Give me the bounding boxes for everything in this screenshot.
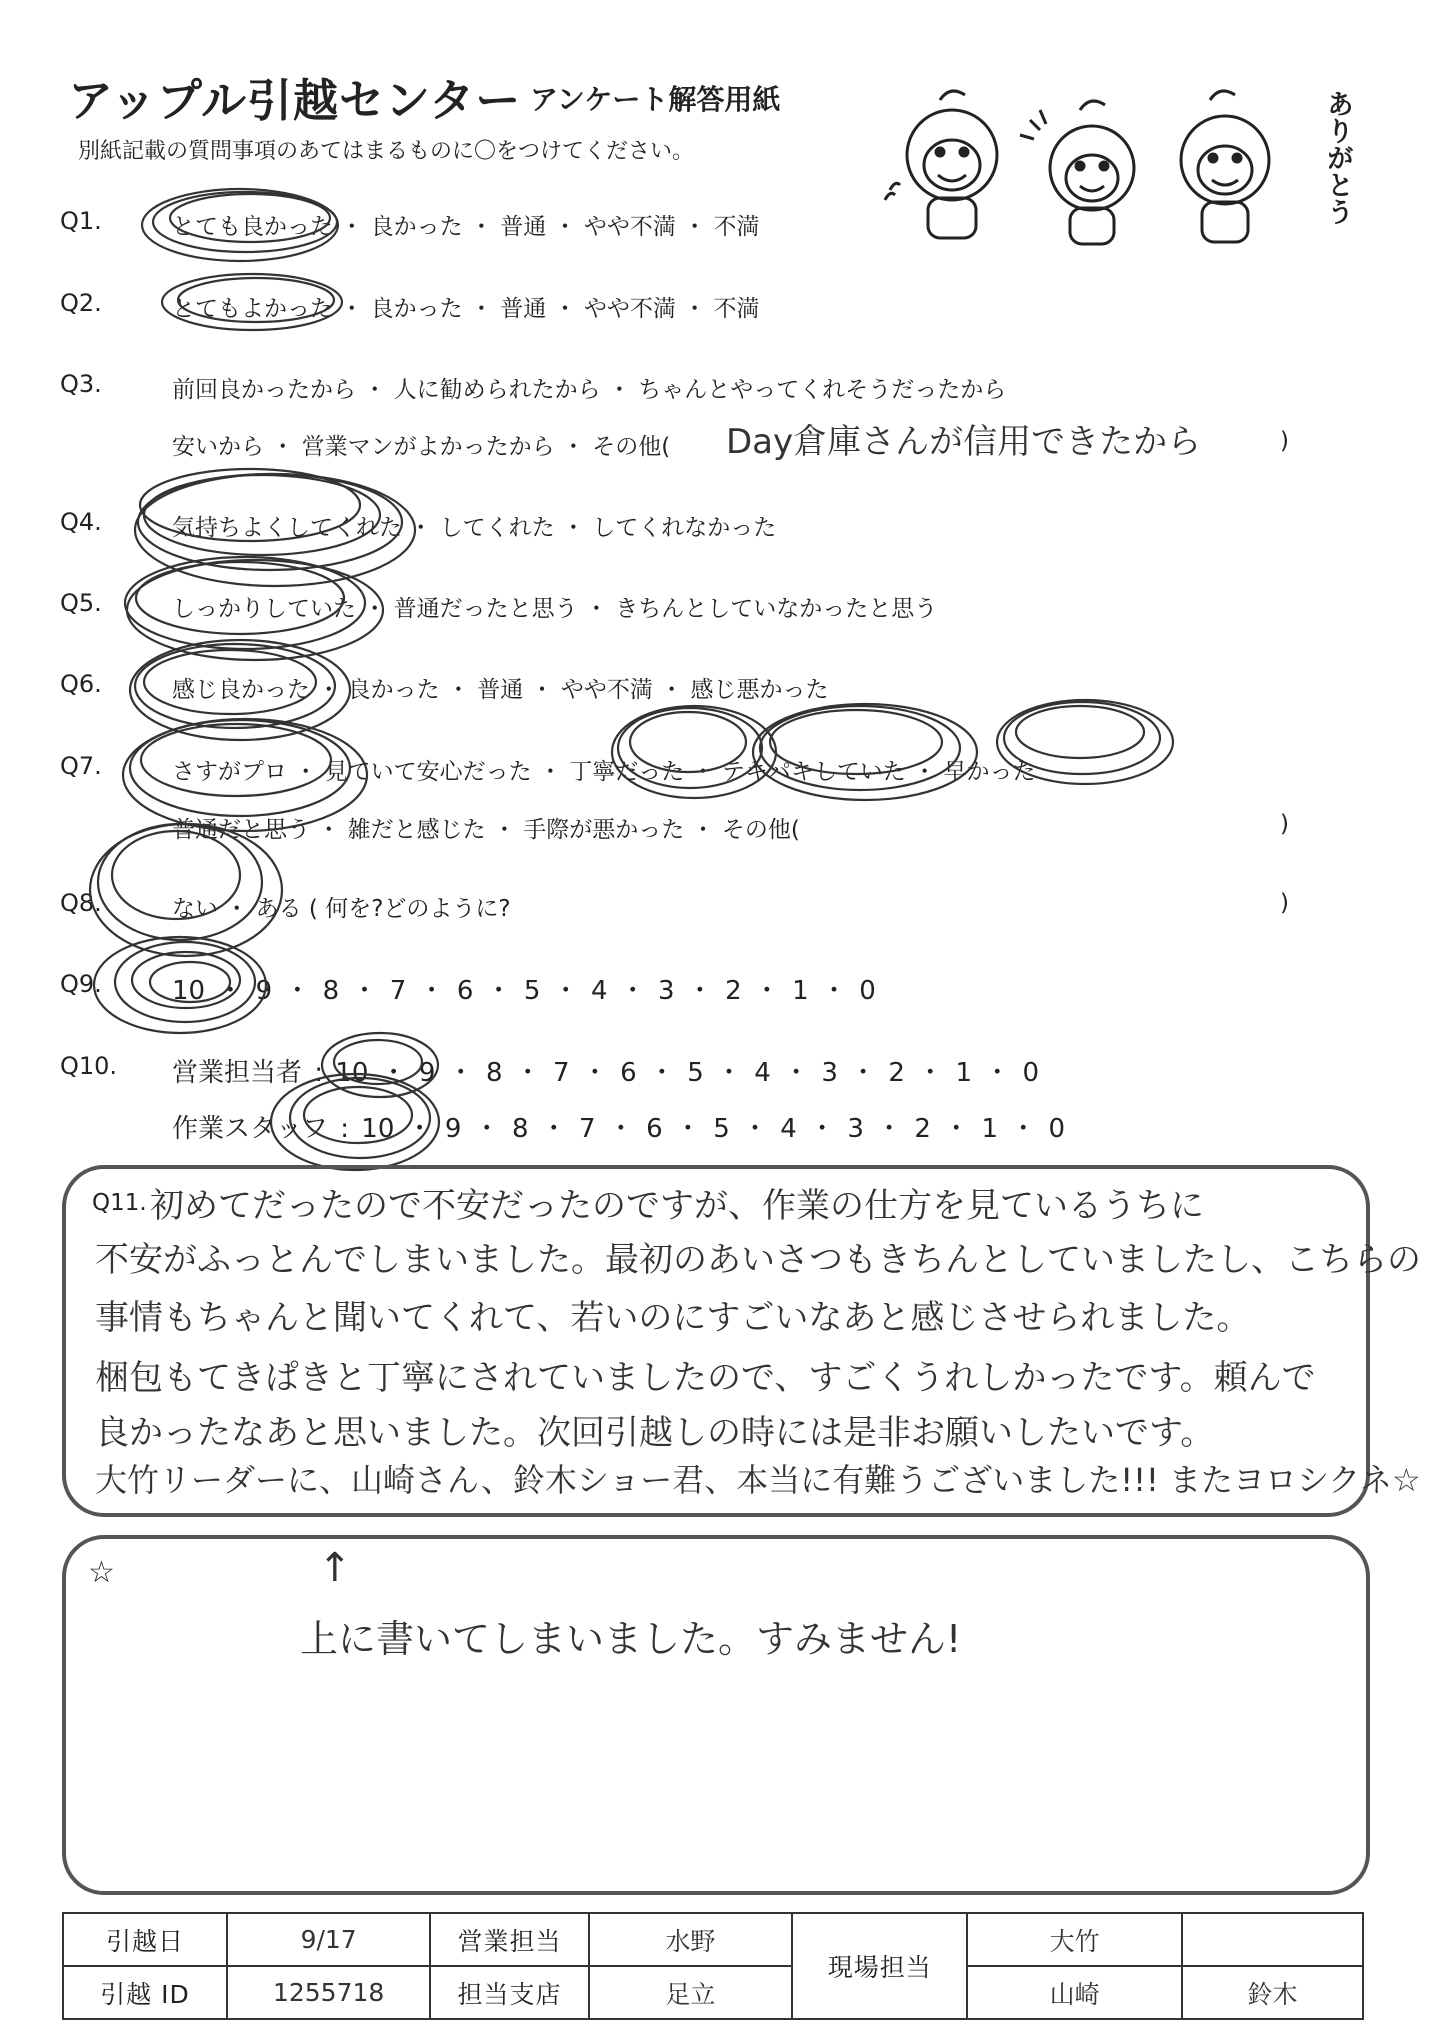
mascot-thanks-text: ありがとう [1322,90,1353,225]
q7-options-line2[interactable]: 普通だと思う ・ 雑だと感じた ・ 手際が悪かった ・ その他( [172,817,800,843]
q11-line-4: 梱包もてきぱきと丁寧にされていましたので、すごくうれしかったです。頼んで [95,1358,1316,1398]
branch-value: 足立 [589,1966,792,2019]
site-staff-label: 現場担当 [792,1913,967,2019]
q11-line-6: 大竹リーダーに、山崎さん、鈴木ショー君、本当に有難うございました!!! またヨロシクネ☆ [95,1461,1421,1499]
question-number: Q9. [60,970,102,998]
question-number: Q7. [60,752,102,780]
question-number: Q10. [60,1052,118,1080]
question-number: Q3. [60,370,102,398]
question-number: Q8. [60,889,102,917]
extra-comment-text: 上に書いてしまいました。すみません! [300,1617,962,1661]
q11-line-1: 初めてだったので不安だったのですが、作業の仕方を見ているうちに [150,1186,1204,1226]
q2-options[interactable]: とてもよかった ・ 良かった ・ 普通 ・ やや不満 ・ 不満 [172,296,760,322]
q11-label: Q11. [92,1190,147,1216]
sales-rep-label: 営業担当 [430,1913,588,1966]
branch-label: 担当支店 [430,1966,588,2019]
q7-options-line1[interactable]: さすがプロ ・ 見ていて安心だった ・ 丁寧だった ・ テキパキしていた ・ 早かった [172,759,1036,785]
site-staff-empty [1182,1913,1363,1966]
instructions: 別紙記載の質問事項のあてはまるものに〇をつけてください。 [78,139,695,164]
move-id-value: 1255718 [227,1966,430,2019]
star-icon: ☆ [88,1555,115,1590]
q3-options-line1[interactable]: 前回良かったから ・ 人に勧められたから ・ ちゃんとやってくれそうだったから [172,377,1007,403]
move-info-table [62,1912,1364,2020]
q4-options[interactable]: 気持ちよくしてくれた ・ してくれた ・ してくれなかった [172,515,777,541]
monkey-3-icon [1181,91,1269,242]
extra-comment-box [62,1535,1370,1895]
sales-rep-value: 水野 [589,1913,792,1966]
q10-sales-scale[interactable]: 営業担当者 : 10 ・ 9 ・ 8 ・ 7 ・ 6 ・ 5 ・ 4 ・ 3 ・ 2 ・ 1 ・ 0 [172,1058,1040,1088]
q11-line-3: 事情もちゃんと聞いてくれて、若いのにすごいなあと感じさせられました。 [95,1298,1251,1338]
q3-close-paren: ) [1280,428,1289,454]
q5-options[interactable]: しっかりしていた ・ 普通だったと思う ・ きちんとしていなかったと思う [172,596,938,622]
q7-close-paren: ) [1280,811,1289,837]
arrow-up-icon: ↑ [318,1545,352,1591]
form-title: アンケート解答用紙 [530,83,781,116]
question-number: Q4. [60,508,102,536]
q11-line-2: 不安がふっとんでしまいました。最初のあいさつもきちんとしていましたし、こちらの [95,1240,1421,1280]
q9-scale[interactable]: 10 ・ 9 ・ 8 ・ 7 ・ 6 ・ 5 ・ 4 ・ 3 ・ 2 ・ 1 ・ 0 [172,976,876,1006]
q10-staff-scale[interactable]: 作業スタッフ : 10 ・ 9 ・ 8 ・ 7 ・ 6 ・ 5 ・ 4 ・ 3 ・ 2 ・ 1 ・ 0 [172,1114,1066,1144]
move-date-value: 9/17 [227,1913,430,1966]
mascot-monkeys-illustration [880,80,1340,250]
site-staff-1: 大竹 [967,1913,1182,1966]
q11-line-5: 良かったなあと思いました。次回引越しの時には是非お願いしたいです。 [95,1413,1215,1453]
monkey-2-icon [1020,101,1134,244]
move-date-label: 引越日 [63,1913,227,1966]
q3-options-line2[interactable]: 安いから ・ 営業マンがよかったから ・ その他( [172,434,671,460]
q3-other-handwritten: Day倉庫さんが信用できたから [726,422,1202,462]
q1-options[interactable]: とても良かった ・ 良かった ・ 普通 ・ やや不満 ・ 不満 [172,214,760,240]
question-number: Q1. [60,207,102,235]
move-id-label: 引越 ID [63,1966,227,2019]
question-number: Q5. [60,589,102,617]
company-name: アップル引越センター [68,74,522,127]
q6-options[interactable]: 感じ良かった ・ 良かった ・ 普通 ・ やや不満 ・ 感じ悪かった [172,677,829,703]
site-staff-2: 山崎 [967,1966,1182,2019]
q8-close-paren: ) [1280,890,1289,916]
question-number: Q6. [60,670,102,698]
question-number: Q2. [60,289,102,317]
monkey-1-icon [885,91,997,238]
site-staff-3: 鈴木 [1182,1966,1363,2019]
q8-options[interactable]: ない ・ ある ( 何を?どのように? [172,896,511,922]
